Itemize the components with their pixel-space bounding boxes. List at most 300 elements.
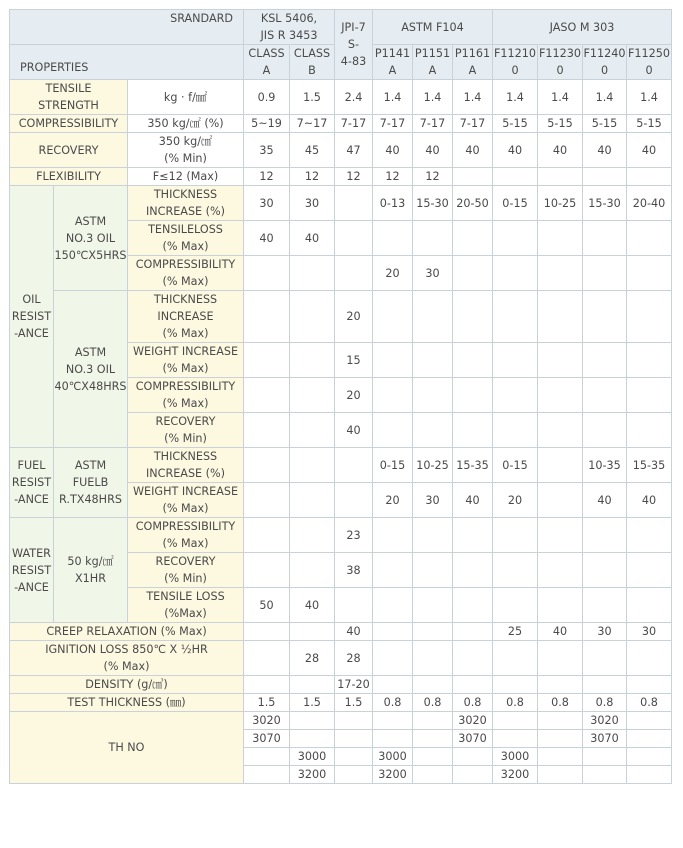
- value-cell: [627, 168, 672, 186]
- th-no-cell: 3070: [453, 730, 493, 748]
- property-name: TENSILE STRENGTH: [10, 80, 128, 115]
- value-cell: 45: [290, 133, 335, 168]
- value-cell: [493, 553, 538, 588]
- value-cell: [538, 588, 583, 623]
- value-cell: [373, 553, 413, 588]
- th-no-cell: [413, 766, 453, 784]
- value-cell: 50: [244, 588, 290, 623]
- standard-group: ASTM F104: [373, 10, 493, 45]
- value-cell: [453, 221, 493, 256]
- column-header: F11210 0: [493, 45, 538, 80]
- value-cell: [453, 256, 493, 291]
- th-no-cell: [583, 766, 627, 784]
- th-no-cell: [627, 730, 672, 748]
- value-cell: 2.4: [335, 80, 373, 115]
- column-header: CLASS A: [244, 45, 290, 80]
- value-cell: [290, 623, 335, 641]
- value-cell: [583, 518, 627, 553]
- value-cell: 0.8: [627, 694, 672, 712]
- value-cell: 7-17: [373, 115, 413, 133]
- value-cell: 20-50: [453, 186, 493, 221]
- value-cell: [538, 641, 583, 676]
- value-cell: [583, 221, 627, 256]
- value-cell: [244, 343, 290, 378]
- th-no-cell: [538, 766, 583, 784]
- value-cell: 1.5: [335, 694, 373, 712]
- value-cell: 7~17: [290, 115, 335, 133]
- property-name: DENSITY (g/㎤): [10, 676, 244, 694]
- value-cell: 30: [413, 256, 453, 291]
- value-cell: 30: [413, 483, 453, 518]
- column-header: CLASS B: [290, 45, 335, 80]
- value-cell: 40: [290, 588, 335, 623]
- value-cell: 0.8: [373, 694, 413, 712]
- value-cell: [290, 378, 335, 413]
- th-no-cell: [627, 712, 672, 730]
- value-cell: 15-35: [453, 448, 493, 483]
- value-cell: 12: [244, 168, 290, 186]
- value-cell: 0.9: [244, 80, 290, 115]
- th-no-cell: [627, 766, 672, 784]
- standard-group: JPI-7 S- 4-83: [335, 10, 373, 80]
- value-cell: 40: [335, 623, 373, 641]
- value-cell: [453, 676, 493, 694]
- value-cell: [627, 256, 672, 291]
- value-cell: [244, 553, 290, 588]
- value-cell: [373, 518, 413, 553]
- th-no-cell: 3070: [244, 730, 290, 748]
- property-name: THICKNESS INCREASE (% Max): [128, 291, 244, 343]
- value-cell: [627, 553, 672, 588]
- value-cell: [290, 256, 335, 291]
- value-cell: [290, 413, 335, 448]
- property-name: COMPRESSIBILITY: [10, 115, 128, 133]
- value-cell: [244, 641, 290, 676]
- value-cell: [627, 378, 672, 413]
- value-cell: [335, 186, 373, 221]
- value-cell: [627, 221, 672, 256]
- table-row: [10, 518, 672, 553]
- properties-table: [9, 9, 672, 784]
- value-cell: [493, 413, 538, 448]
- property-name: COMPRESSIBILITY (% Max): [128, 518, 244, 553]
- th-no-cell: [493, 730, 538, 748]
- column-header: F11230 0: [538, 45, 583, 80]
- th-no-cell: 3070: [583, 730, 627, 748]
- table-row: [10, 676, 672, 694]
- th-no-cell: [538, 748, 583, 766]
- value-cell: [583, 291, 627, 343]
- value-cell: 40: [627, 133, 672, 168]
- value-cell: [373, 623, 413, 641]
- value-cell: 20: [335, 291, 373, 343]
- value-cell: [413, 291, 453, 343]
- table-row: [10, 623, 672, 641]
- value-cell: 40: [583, 483, 627, 518]
- column-header: F11240 0: [583, 45, 627, 80]
- th-no-cell: [244, 766, 290, 784]
- value-cell: [583, 676, 627, 694]
- value-cell: 17-20: [335, 676, 373, 694]
- value-cell: 47: [335, 133, 373, 168]
- property-name: COMPRESSIBILITY (% Max): [128, 378, 244, 413]
- value-cell: [627, 641, 672, 676]
- property-unit: kg · f/㎟: [128, 80, 244, 115]
- value-cell: [493, 518, 538, 553]
- property-name: TENSILELOSS (% Max): [128, 221, 244, 256]
- th-no-cell: [335, 712, 373, 730]
- table-row: [10, 291, 672, 343]
- properties-label: PROPERTIES: [10, 45, 244, 80]
- th-no-cell: [627, 748, 672, 766]
- value-cell: 1.4: [538, 80, 583, 115]
- value-cell: 30: [244, 186, 290, 221]
- value-cell: [244, 518, 290, 553]
- value-cell: [453, 641, 493, 676]
- value-cell: 20: [493, 483, 538, 518]
- th-no-cell: [244, 748, 290, 766]
- value-cell: 40: [335, 413, 373, 448]
- value-cell: 7-17: [453, 115, 493, 133]
- value-cell: 1.4: [493, 80, 538, 115]
- value-cell: 1.5: [290, 694, 335, 712]
- value-cell: 20: [373, 483, 413, 518]
- value-cell: [453, 623, 493, 641]
- value-cell: 40: [453, 483, 493, 518]
- column-header: P1161 A: [453, 45, 493, 80]
- table-row: [10, 186, 672, 221]
- value-cell: 15: [335, 343, 373, 378]
- value-cell: 15-30: [583, 186, 627, 221]
- th-no-cell: [373, 730, 413, 748]
- oil-condition-1: ASTM NO.3 OIL 150℃X5HRS: [54, 186, 128, 291]
- th-no-cell: [413, 730, 453, 748]
- value-cell: [627, 588, 672, 623]
- th-no-cell: [538, 730, 583, 748]
- value-cell: 1.5: [290, 80, 335, 115]
- property-unit: 350 kg/㎠ (% Min): [128, 133, 244, 168]
- value-cell: 1.4: [413, 80, 453, 115]
- th-no-cell: 3020: [583, 712, 627, 730]
- fuel-condition: ASTM FUELB R.TX48HRS: [54, 448, 128, 518]
- th-no-cell: 3000: [373, 748, 413, 766]
- table-row: [10, 10, 672, 45]
- value-cell: [583, 256, 627, 291]
- value-cell: 35: [244, 133, 290, 168]
- value-cell: [493, 291, 538, 343]
- th-no-cell: 3200: [493, 766, 538, 784]
- value-cell: [627, 343, 672, 378]
- table-row: [10, 448, 672, 483]
- value-cell: [373, 291, 413, 343]
- value-cell: 28: [290, 641, 335, 676]
- value-cell: [538, 256, 583, 291]
- value-cell: [244, 623, 290, 641]
- value-cell: [453, 291, 493, 343]
- value-cell: [493, 343, 538, 378]
- value-cell: 40: [290, 221, 335, 256]
- standard-label: SRANDARD: [10, 10, 244, 45]
- oil-condition-2: ASTM NO.3 OIL 40℃X48HRS: [54, 291, 128, 448]
- value-cell: [413, 553, 453, 588]
- value-cell: [244, 413, 290, 448]
- value-cell: [290, 553, 335, 588]
- property-name: RECOVERY (% Min): [128, 413, 244, 448]
- value-cell: 20: [373, 256, 413, 291]
- property-name: IGNITION LOSS 850℃ X ½HR (% Max): [10, 641, 244, 676]
- value-cell: [538, 221, 583, 256]
- value-cell: [290, 483, 335, 518]
- value-cell: 7-17: [335, 115, 373, 133]
- column-header: P1151 A: [413, 45, 453, 80]
- value-cell: 40: [453, 133, 493, 168]
- value-cell: [538, 553, 583, 588]
- value-cell: [493, 641, 538, 676]
- value-cell: [583, 588, 627, 623]
- value-cell: [244, 291, 290, 343]
- th-no-cell: [538, 712, 583, 730]
- value-cell: [538, 676, 583, 694]
- value-cell: 0.8: [538, 694, 583, 712]
- value-cell: [290, 676, 335, 694]
- value-cell: 40: [627, 483, 672, 518]
- property-name: FLEXIBILITY: [10, 168, 128, 186]
- th-no-cell: [413, 712, 453, 730]
- value-cell: [583, 553, 627, 588]
- value-cell: 0-15: [493, 448, 538, 483]
- value-cell: [413, 518, 453, 553]
- value-cell: [373, 343, 413, 378]
- value-cell: 25: [493, 623, 538, 641]
- th-no-cell: [290, 730, 335, 748]
- value-cell: [290, 343, 335, 378]
- value-cell: 1.5: [244, 694, 290, 712]
- value-cell: 1.4: [453, 80, 493, 115]
- value-cell: [583, 641, 627, 676]
- value-cell: 10-35: [583, 448, 627, 483]
- value-cell: 5~19: [244, 115, 290, 133]
- value-cell: 40: [538, 133, 583, 168]
- value-cell: 20: [335, 378, 373, 413]
- value-cell: 40: [413, 133, 453, 168]
- table-row: [10, 712, 672, 730]
- th-no-cell: [373, 712, 413, 730]
- value-cell: 0.8: [453, 694, 493, 712]
- value-cell: [538, 378, 583, 413]
- value-cell: 12: [373, 168, 413, 186]
- value-cell: 12: [335, 168, 373, 186]
- value-cell: 20-40: [627, 186, 672, 221]
- value-cell: [244, 483, 290, 518]
- value-cell: [413, 676, 453, 694]
- th-no-cell: 3200: [373, 766, 413, 784]
- value-cell: 1.4: [373, 80, 413, 115]
- value-cell: [583, 413, 627, 448]
- value-cell: 0.8: [413, 694, 453, 712]
- value-cell: 15-35: [627, 448, 672, 483]
- value-cell: [373, 378, 413, 413]
- value-cell: [413, 623, 453, 641]
- value-cell: 40: [538, 623, 583, 641]
- value-cell: [290, 291, 335, 343]
- value-cell: [493, 256, 538, 291]
- value-cell: [538, 518, 583, 553]
- value-cell: [290, 518, 335, 553]
- column-header: F11250 0: [627, 45, 672, 80]
- value-cell: [373, 641, 413, 676]
- value-cell: [453, 553, 493, 588]
- value-cell: [244, 448, 290, 483]
- table-row: [10, 694, 672, 712]
- value-cell: 40: [244, 221, 290, 256]
- th-no-cell: 3200: [290, 766, 335, 784]
- value-cell: [453, 413, 493, 448]
- property-name: CREEP RELAXATION (% Max): [10, 623, 244, 641]
- value-cell: 0-15: [373, 448, 413, 483]
- value-cell: [413, 641, 453, 676]
- value-cell: 40: [493, 133, 538, 168]
- value-cell: [413, 588, 453, 623]
- property-unit: F≤12 (Max): [128, 168, 244, 186]
- th-no-cell: 3020: [453, 712, 493, 730]
- value-cell: 15-30: [413, 186, 453, 221]
- property-name: WEIGHT INCREASE (% Max): [128, 483, 244, 518]
- value-cell: 0-13: [373, 186, 413, 221]
- th-no-cell: [493, 712, 538, 730]
- value-cell: [583, 378, 627, 413]
- property-name: TEST THICKNESS (㎜): [10, 694, 244, 712]
- value-cell: [627, 518, 672, 553]
- value-cell: [335, 256, 373, 291]
- value-cell: [538, 448, 583, 483]
- table-row: [10, 115, 672, 133]
- value-cell: 5-15: [627, 115, 672, 133]
- value-cell: 5-15: [583, 115, 627, 133]
- water-condition: 50 kg/㎠ X1HR: [54, 518, 128, 623]
- value-cell: [583, 343, 627, 378]
- value-cell: 1.4: [627, 80, 672, 115]
- value-cell: [244, 256, 290, 291]
- property-name: THICKNESS INCREASE (%): [128, 448, 244, 483]
- value-cell: [538, 168, 583, 186]
- value-cell: [335, 221, 373, 256]
- value-cell: 0.8: [583, 694, 627, 712]
- th-no-cell: [335, 748, 373, 766]
- value-cell: [413, 221, 453, 256]
- th-no-cell: [335, 730, 373, 748]
- value-cell: [244, 676, 290, 694]
- table-row: [10, 80, 672, 115]
- value-cell: 10-25: [413, 448, 453, 483]
- value-cell: [453, 588, 493, 623]
- table-row: [10, 133, 672, 168]
- value-cell: [373, 588, 413, 623]
- value-cell: [413, 378, 453, 413]
- value-cell: [538, 483, 583, 518]
- value-cell: [538, 413, 583, 448]
- value-cell: [453, 168, 493, 186]
- value-cell: 40: [583, 133, 627, 168]
- value-cell: 30: [583, 623, 627, 641]
- column-header: P1141 A: [373, 45, 413, 80]
- th-no-cell: [453, 748, 493, 766]
- property-name: RECOVERY: [10, 133, 128, 168]
- value-cell: 10-25: [538, 186, 583, 221]
- standard-group: KSL 5406, JIS R 3453: [244, 10, 335, 45]
- value-cell: 12: [413, 168, 453, 186]
- property-name: THICKNESS INCREASE (%): [128, 186, 244, 221]
- value-cell: [538, 343, 583, 378]
- value-cell: [373, 676, 413, 694]
- value-cell: [453, 378, 493, 413]
- table-row: [10, 168, 672, 186]
- property-name: TENSILE LOSS (%Max): [128, 588, 244, 623]
- value-cell: 30: [290, 186, 335, 221]
- property-unit: 350 kg/㎠ (%): [128, 115, 244, 133]
- value-cell: 23: [335, 518, 373, 553]
- th-no-cell: 3020: [244, 712, 290, 730]
- th-no-cell: [453, 766, 493, 784]
- value-cell: [493, 378, 538, 413]
- oil-resistance-group: OIL RESIST -ANCE: [10, 186, 54, 448]
- value-cell: [244, 378, 290, 413]
- value-cell: 1.4: [583, 80, 627, 115]
- th-no-cell: 3000: [290, 748, 335, 766]
- value-cell: [335, 483, 373, 518]
- water-resistance-group: WATER RESIST -ANCE: [10, 518, 54, 623]
- value-cell: [493, 221, 538, 256]
- th-no-cell: [413, 748, 453, 766]
- value-cell: [627, 413, 672, 448]
- value-cell: 0-15: [493, 186, 538, 221]
- th-no-cell: 3000: [493, 748, 538, 766]
- value-cell: 7-17: [413, 115, 453, 133]
- property-name: WEIGHT INCREASE (% Max): [128, 343, 244, 378]
- value-cell: [493, 168, 538, 186]
- value-cell: [413, 343, 453, 378]
- value-cell: 40: [373, 133, 413, 168]
- value-cell: [335, 448, 373, 483]
- value-cell: 28: [335, 641, 373, 676]
- value-cell: [583, 168, 627, 186]
- value-cell: [373, 221, 413, 256]
- value-cell: [627, 291, 672, 343]
- value-cell: 0.8: [493, 694, 538, 712]
- standard-group: JASO M 303: [493, 10, 672, 45]
- value-cell: 30: [627, 623, 672, 641]
- property-name: RECOVERY (% Min): [128, 553, 244, 588]
- th-no-cell: [335, 766, 373, 784]
- value-cell: [627, 676, 672, 694]
- value-cell: [413, 413, 453, 448]
- value-cell: 5-15: [538, 115, 583, 133]
- value-cell: [538, 291, 583, 343]
- th-no-cell: [290, 712, 335, 730]
- value-cell: [373, 413, 413, 448]
- value-cell: 12: [290, 168, 335, 186]
- value-cell: [453, 343, 493, 378]
- value-cell: [335, 588, 373, 623]
- th-no-cell: [583, 748, 627, 766]
- value-cell: [290, 448, 335, 483]
- value-cell: 5-15: [493, 115, 538, 133]
- value-cell: [493, 676, 538, 694]
- value-cell: [493, 588, 538, 623]
- table-row: [10, 641, 672, 676]
- value-cell: [453, 518, 493, 553]
- property-name: COMPRESSIBILITY (% Max): [128, 256, 244, 291]
- th-no-label: TH NO: [10, 712, 244, 784]
